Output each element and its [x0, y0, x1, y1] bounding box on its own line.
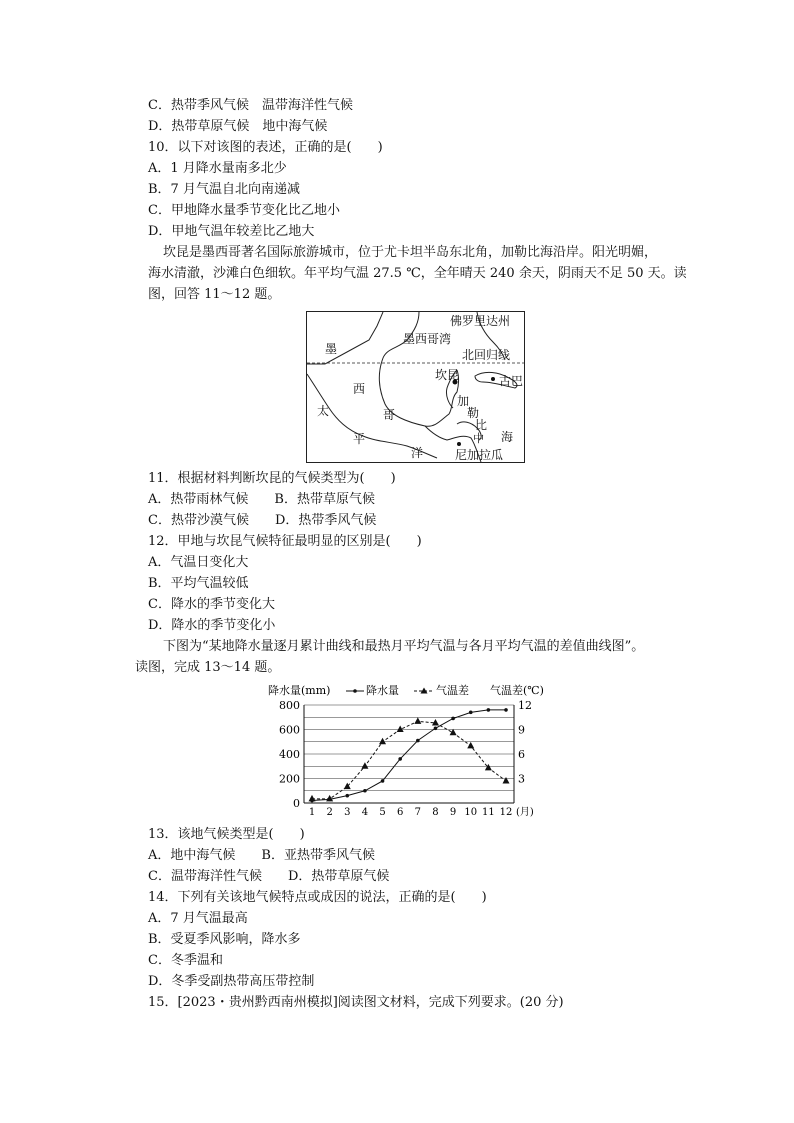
x-tick-label: 7 — [414, 807, 422, 818]
x-tick-label: 1 — [308, 807, 316, 818]
label-le: 勒 — [467, 406, 480, 420]
option-14a: A．7 月气温最高 — [148, 911, 248, 926]
question-15: 15．[2023・贵州黔西南州模拟]阅读图文材料，完成下列要求。(20 分) — [148, 995, 564, 1010]
options-13-ab: A．地中海气候 B．亚热带季风气候 — [148, 848, 375, 863]
question-13: 13．该地气候类型是( ) — [148, 827, 305, 842]
y-left-tick-label: 400 — [279, 748, 300, 761]
question-11: 11．根据材料判断坎昆的气候类型为( ) — [148, 471, 396, 486]
x-tick-label: 2 — [326, 807, 333, 818]
y-axis-left-label: 降水量(mm) — [268, 684, 331, 697]
option-10c: C．甲地降水量季节变化比乙地小 — [148, 203, 340, 218]
precip-point — [363, 789, 367, 793]
option-12b: B．平均气温较低 — [148, 576, 249, 591]
label-yang: 洋 — [411, 446, 424, 460]
x-tick-label: 9 — [449, 807, 457, 818]
paragraph-chart-intro-1: 下图为“某地降水量逐月累计曲线和最热月平均气温与各月平均气温的差值曲线图”。 — [163, 639, 645, 654]
series-temperature-difference — [309, 717, 510, 801]
paragraph-chart-intro-2: 读图，完成 13～14 题。 — [135, 660, 281, 675]
temp-point — [326, 795, 333, 802]
chart-header — [268, 683, 544, 697]
coast-northwest — [307, 312, 383, 364]
label-tropic-of-cancer: 北回归线 — [462, 348, 511, 362]
y-right-tick-label: 12 — [518, 699, 532, 712]
label-ping: 平 — [353, 432, 366, 446]
option-14b: B．受夏季风影响，降水多 — [148, 932, 301, 947]
x-axis-label: (月) — [516, 807, 534, 818]
label-florida: 佛罗里达州 — [450, 314, 511, 328]
label-hai: 海 — [501, 430, 514, 444]
temp-point — [467, 742, 474, 749]
options-11-cd: C．热带沙漠气候 D．热带季风气候 — [148, 513, 377, 528]
legend-precip-label: 降水量 — [366, 684, 399, 697]
option-12d: D．降水的季节变化小 — [148, 618, 276, 633]
option-10a: A．1 月降水量南多北少 — [148, 161, 287, 176]
label-ge: 哥 — [383, 408, 396, 422]
temp-point — [379, 738, 386, 745]
series-precipitation — [310, 708, 508, 802]
option-14c: C．冬季温和 — [148, 953, 223, 968]
option-12a: A．气温日变化大 — [148, 555, 249, 570]
option-10b: B．7 月气温自北向南递减 — [148, 182, 300, 197]
precip-point — [504, 708, 508, 712]
option-9d: D．热带草原气候 地中海气候 — [148, 119, 328, 134]
chart-svg — [266, 683, 550, 818]
x-tick-label: 4 — [361, 807, 369, 818]
temp-point — [432, 719, 439, 726]
y-left-tick-label: 600 — [279, 723, 300, 737]
label-xi: 西 — [353, 382, 366, 396]
question-10: 10．以下对该图的表述，正确的是( ) — [148, 140, 383, 155]
precip-point — [398, 757, 402, 761]
label-tai: 太 — [317, 404, 330, 418]
location-jia-dot — [457, 442, 461, 446]
chart-grid — [304, 705, 514, 803]
label-cancun: 坎昆 — [435, 368, 460, 382]
cuba-dot — [491, 377, 495, 381]
options-11-ab: A．热带雨林气候 B．热带草原气候 — [148, 492, 375, 507]
label-nicaragua: 尼加拉瓜 — [455, 448, 504, 462]
temp-line — [312, 721, 506, 799]
paragraph-cancun-1: 坎昆是墨西哥著名国际旅游城市，位于尤卡坦半岛东北角，加勒比海沿岸。阳光明媚， — [163, 245, 658, 260]
x-tick-label: 5 — [379, 807, 386, 818]
temp-point — [344, 783, 351, 790]
y-left-tick-label: 200 — [279, 772, 300, 786]
x-tick-label: 12 — [499, 807, 513, 818]
precip-point — [345, 794, 349, 798]
x-tick-label: 10 — [464, 807, 478, 818]
precip-point — [487, 708, 491, 712]
y-right-tick-label: 9 — [518, 723, 525, 737]
label-jia: 加 — [457, 394, 470, 408]
precip-point — [469, 711, 473, 715]
label-mo: 墨 — [325, 342, 338, 356]
cancun-map — [306, 311, 525, 463]
precip-point — [434, 726, 438, 730]
y-left-tick-label: 800 — [279, 699, 300, 712]
temp-point — [414, 717, 421, 724]
label-zhong: 中 — [473, 432, 484, 445]
precip-point — [381, 779, 385, 783]
temp-point — [309, 795, 316, 802]
temp-point — [503, 777, 510, 784]
x-tick-label: 8 — [432, 807, 439, 818]
label-gulf-of-mexico: 墨西哥湾 — [403, 332, 452, 346]
question-14: 14．下列有关该地气候特点或成因的说法，正确的是( ) — [148, 890, 487, 905]
y-right-tick-label: 6 — [518, 748, 525, 761]
x-tick-label: 11 — [481, 807, 495, 818]
option-9c: C．热带季风气候 温带海洋性气候 — [148, 98, 353, 113]
legend-temp-label: 气温差 — [436, 684, 469, 697]
options-13-cd: C．温带海洋性气候 D．热带草原气候 — [148, 869, 390, 884]
legend-precip-marker — [353, 689, 357, 693]
question-12: 12．甲地与坎昆气候特征最明显的区别是( ) — [148, 534, 422, 549]
precip-point — [451, 717, 455, 721]
y-left-tick-label: 0 — [293, 797, 300, 810]
x-tick-label: 6 — [396, 807, 404, 818]
option-14d: D．冬季受副热带高压带控制 — [148, 974, 315, 989]
precip-point — [416, 739, 420, 743]
label-cuba: 古巴 — [499, 374, 524, 388]
precip-line — [312, 710, 506, 801]
paragraph-cancun-3: 图，回答 11～12 题。 — [148, 287, 281, 302]
label-bi: 比 — [475, 418, 488, 432]
y-right-tick-label: 3 — [518, 772, 525, 786]
precip-temp-chart — [266, 683, 550, 818]
y-axis-right-label: 气温差(℃) — [490, 684, 544, 697]
x-tick-label: 3 — [344, 807, 351, 818]
temp-point — [361, 762, 368, 769]
paragraph-cancun-2: 海水清澈，沙滩白色细软。年平均气温 27.5 ℃，全年晴天 240 余天，阴雨天不足 50 天。读 — [148, 266, 687, 281]
option-10d: D．甲地气温年较差比乙地大 — [148, 224, 315, 239]
option-12c: C．降水的季节变化大 — [148, 597, 275, 612]
